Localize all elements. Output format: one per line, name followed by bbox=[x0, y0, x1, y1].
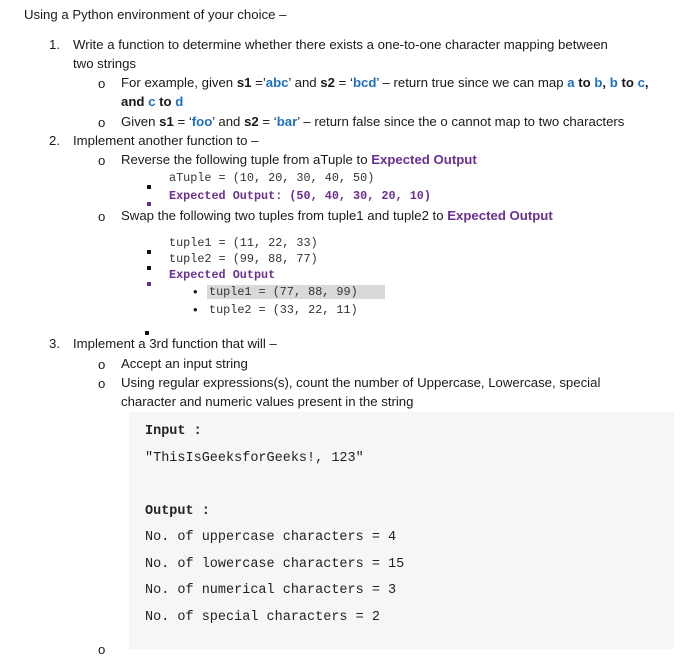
code-output-line: No. of numerical characters = 3 bbox=[145, 583, 397, 598]
text: = ‘ bbox=[258, 114, 277, 129]
q1-line2: two strings bbox=[73, 56, 137, 71]
text: ’ – return false since the o cannot map to two characters bbox=[297, 114, 625, 129]
bullet-dot: • bbox=[193, 284, 198, 299]
q2b-text bbox=[121, 208, 553, 223]
q2a-code2: Expected Output: (50, 40, 30, 20, 10) bbox=[169, 189, 431, 203]
bullet-circle: o bbox=[98, 357, 106, 372]
text: = ‘ bbox=[173, 114, 192, 129]
text: Expected Output bbox=[447, 208, 553, 223]
q3b-line2: character and numeric values present in the string bbox=[121, 394, 414, 409]
square-bullet bbox=[147, 258, 151, 273]
code-output-label: Output : bbox=[145, 504, 210, 519]
bullet-circle: o bbox=[98, 209, 106, 224]
q3-number: 3. bbox=[49, 336, 60, 351]
text: Given bbox=[121, 114, 160, 129]
q1-example1-cont bbox=[121, 94, 183, 109]
text: s2 bbox=[320, 75, 335, 90]
intro-text: Using a Python environment of your choice – bbox=[24, 7, 287, 22]
text: , bbox=[602, 75, 610, 90]
text: s1 bbox=[159, 114, 174, 129]
code-block bbox=[129, 412, 674, 649]
text: and bbox=[121, 94, 149, 109]
text: bar bbox=[276, 114, 298, 129]
text: to bbox=[617, 75, 638, 90]
bullet-dot: • bbox=[193, 302, 198, 317]
code-output-line: No. of uppercase characters = 4 bbox=[145, 530, 397, 545]
q2b-out1: tuple1 = (77, 88, 99) bbox=[207, 285, 385, 299]
code-input-label: Input : bbox=[145, 424, 202, 439]
q2-number: 2. bbox=[49, 133, 60, 148]
square-bullet bbox=[147, 242, 151, 257]
text: c bbox=[637, 75, 645, 90]
text: ’ – return true since we can map bbox=[376, 75, 568, 90]
q1-number: 1. bbox=[49, 37, 60, 52]
text: Swap the following two tuples from tuple1 and tuple2 to bbox=[121, 208, 448, 223]
text: c bbox=[148, 94, 156, 109]
text: b bbox=[609, 75, 618, 90]
q2-line: Implement another function to – bbox=[73, 133, 259, 148]
text: bcd bbox=[352, 75, 377, 90]
text: = ‘ bbox=[334, 75, 353, 90]
q2b-code3: Expected Output bbox=[169, 268, 276, 282]
text: s1 bbox=[236, 75, 252, 90]
text: ’ and bbox=[288, 75, 321, 90]
text: =’ bbox=[251, 75, 266, 90]
text: to bbox=[155, 94, 176, 109]
text: abc bbox=[265, 75, 289, 90]
q1-example2 bbox=[121, 114, 624, 129]
bullet-circle: o bbox=[98, 153, 106, 168]
text: foo bbox=[191, 114, 213, 129]
q2b-code1: tuple1 = (11, 22, 33) bbox=[169, 236, 318, 250]
bullet-circle: o bbox=[98, 376, 106, 391]
q3b-line1: Using regular expressions(s), count the number of Uppercase, Lowercase, special bbox=[121, 375, 601, 390]
code-output-line: No. of lowercase characters = 15 bbox=[145, 557, 405, 572]
q3a-text: Accept an input string bbox=[121, 356, 248, 371]
bullet-circle: o bbox=[98, 76, 106, 91]
q1-line1: Write a function to determine whether there exists a one-to-one character mapping between bbox=[73, 37, 608, 52]
bullet-circle: o bbox=[98, 642, 106, 657]
text: , bbox=[644, 75, 649, 90]
text: Expected Output bbox=[371, 152, 477, 167]
q3-line: Implement a 3rd function that will – bbox=[73, 336, 277, 351]
code-input-value: "ThisIsGeeksforGeeks!, 123" bbox=[145, 451, 364, 466]
bullet-circle: o bbox=[98, 115, 106, 130]
text: a bbox=[567, 75, 575, 90]
text: to bbox=[574, 75, 595, 90]
q2b-code2: tuple2 = (99, 88, 77) bbox=[169, 252, 318, 266]
q2a-text bbox=[121, 152, 477, 167]
square-bullet bbox=[147, 194, 151, 209]
square-bullet bbox=[147, 177, 151, 192]
text: b bbox=[594, 75, 603, 90]
square-bullet bbox=[147, 274, 151, 289]
q2b-out2: tuple2 = (33, 22, 11) bbox=[209, 303, 358, 317]
text: For example, given bbox=[121, 75, 237, 90]
q1-example1 bbox=[121, 75, 649, 90]
text: Reverse the following tuple from aTuple to bbox=[121, 152, 372, 167]
text: ’ and bbox=[212, 114, 245, 129]
q2a-code1: aTuple = (10, 20, 30, 40, 50) bbox=[169, 171, 375, 185]
text: d bbox=[175, 94, 184, 109]
text: s2 bbox=[244, 114, 259, 129]
code-output-line: No. of special characters = 2 bbox=[145, 610, 380, 625]
